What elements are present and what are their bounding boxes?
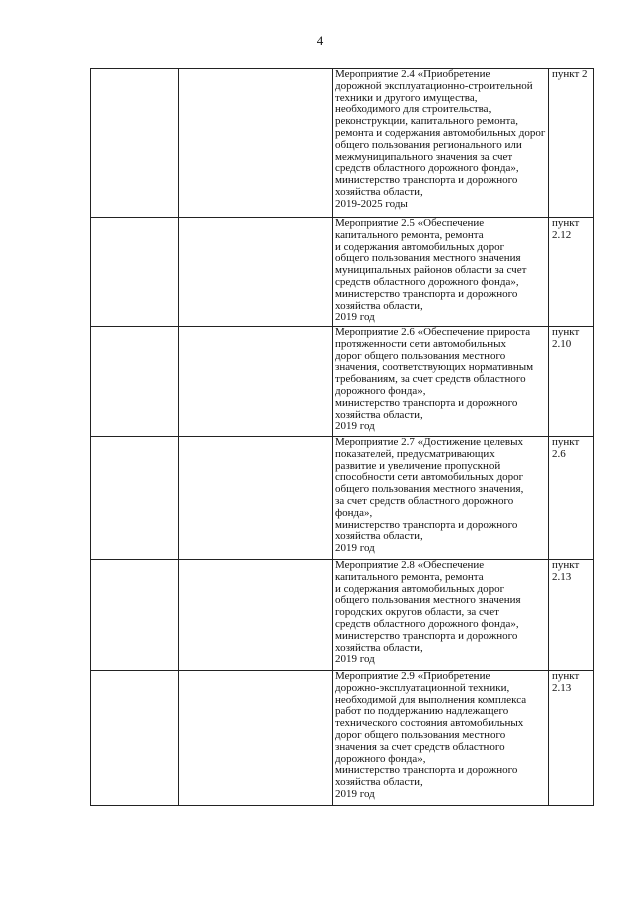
table-row xyxy=(91,671,594,806)
clause-reference: пункт 2.13 xyxy=(549,671,594,806)
measure-description: Мероприятие 2.9 «Приобретение дорожно-эксплуатационной техники, необходимой для выполнения комплекса работ по поддержанию надлежащего технического состояния автомобильных дорог общего пользования местного значения за счет средств областного дорожного фонда», министерство транспорта и дорожного хозяйства области, 2019 год xyxy=(333,671,549,806)
empty-cell xyxy=(91,69,179,218)
clause-reference: пункт 2.12 xyxy=(549,218,594,327)
empty-cell xyxy=(179,560,333,671)
empty-cell xyxy=(91,218,179,327)
measure-description: Мероприятие 2.4 «Приобретение дорожной эксплуатационно-строительной техники и другого имущества, необходимого для строительства, реконструкции, капитального ремонта, ремонта и содержания автомобильных дорог общего пользования регионального или межмуниципального значения за счет средств областного дорожного фонда», министерство транспорта и дорожного хозяйства области, 2019-2025 годы xyxy=(333,69,549,218)
measures-table xyxy=(90,68,594,806)
clause-reference: пункт 2 xyxy=(549,69,594,218)
clause-reference: пункт 2.6 xyxy=(549,437,594,560)
measure-description: Мероприятие 2.5 «Обеспечение капитального ремонта, ремонта и содержания автомобильных дорог общего пользования местного значения муниципальных районов области за счет средств областного дорожного фонда», министерство транспорта и дорожного хозяйства области, 2019 год xyxy=(333,218,549,327)
empty-cell xyxy=(179,437,333,560)
table-row xyxy=(91,560,594,671)
empty-cell xyxy=(179,327,333,437)
page-number: 4 xyxy=(316,33,324,48)
table-row xyxy=(91,437,594,560)
clause-reference: пункт 2.13 xyxy=(549,560,594,671)
empty-cell xyxy=(91,560,179,671)
measure-description: Мероприятие 2.8 «Обеспечение капитального ремонта, ремонта и содержания автомобильных дорог общего пользования местного значения городских округов области, за счет средств областного дорожного фонда», министерство транспорта и дорожного хозяйства области, 2019 год xyxy=(333,560,549,671)
measure-description: Мероприятие 2.6 «Обеспечение прироста протяженности сети автомобильных дорог общего пользования местного значения, соответствующих нормативным требованиям, за счет средств областного дорожного фонда», министерство транспорта и дорожного хозяйства области, 2019 год xyxy=(333,327,549,437)
empty-cell xyxy=(179,69,333,218)
measure-description: Мероприятие 2.7 «Достижение целевых показателей, предусматривающих развитие и увеличение пропускной способности сети автомобильных дорог общего пользования местного значения, за счет средств областного дорожного фонда», министерство транспорта и дорожного хозяйства области, 2019 год xyxy=(333,437,549,560)
empty-cell xyxy=(91,327,179,437)
empty-cell xyxy=(91,671,179,806)
clause-reference: пункт 2.10 xyxy=(549,327,594,437)
empty-cell xyxy=(179,671,333,806)
table-row xyxy=(91,69,594,218)
table-row xyxy=(91,218,594,327)
table-row xyxy=(91,327,594,437)
empty-cell xyxy=(179,218,333,327)
empty-cell xyxy=(91,437,179,560)
